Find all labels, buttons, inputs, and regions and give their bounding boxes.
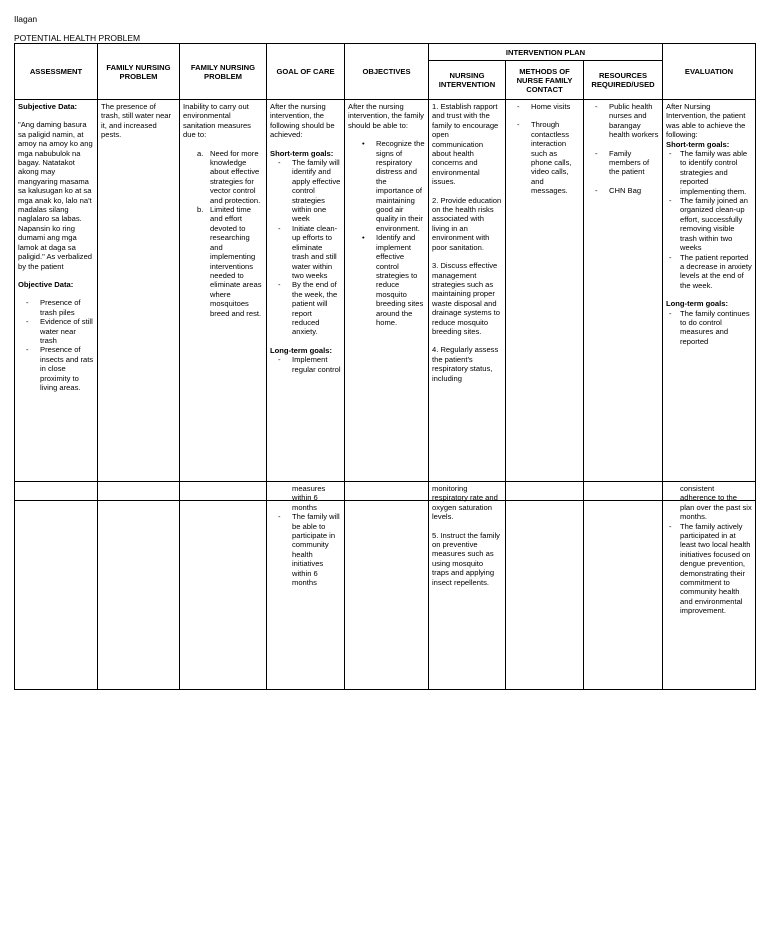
long-term-label: Long-term goals: <box>270 345 333 355</box>
cell-goal-of-care <box>267 100 345 501</box>
cell-evaluation-cont <box>663 482 756 690</box>
section-title: POTENTIAL HEALTH PROBLEM <box>14 33 141 43</box>
col-family-problem-2: FAMILY NURSING PROBLEM <box>180 44 267 100</box>
col-nursing-intervention: NURSING INTERVENTION <box>429 61 506 100</box>
methods-list <box>509 102 580 196</box>
resources-list <box>587 102 659 195</box>
col-assessment: ASSESSMENT <box>15 44 98 100</box>
list-item: • Identify and implement effective control strategies to reduce mosquito breeding sites around the home. <box>348 233 425 327</box>
objectives-intro: After the nursing intervention, the family should be able to: <box>348 102 424 130</box>
objective-label: Objective Data: <box>18 279 74 289</box>
intervention-step: monitoring respiratory rate and oxygen saturation levels. <box>432 484 498 522</box>
cell-methods-contact-cont <box>506 482 584 690</box>
cell-resources <box>584 100 663 501</box>
cell-objectives-cont <box>345 482 429 690</box>
list-item: - The family will be able to participate in community health initiatives within 6 months <box>270 512 341 587</box>
objective-list <box>18 298 94 392</box>
short-term-label: Short-term goals: <box>270 148 334 158</box>
cell-resources-cont <box>584 482 663 690</box>
list-item: - Initiate clean-up efforts to eliminate trash and still water within two weeks <box>270 224 341 280</box>
intervention-step: 4. Regularly assess the patient's respiratory status, including <box>432 345 499 383</box>
family-problem-list <box>183 149 263 318</box>
intervention-step: 5. Instruct the family on preventive measures such as using mosquito traps and applying insect repellents. <box>432 530 500 587</box>
objectives-list <box>348 139 425 327</box>
list-item: - The family joined an organized clean-up effort, successfully removing visible trash within two weeks <box>666 196 752 252</box>
care-plan-table-page-1 <box>14 43 756 501</box>
list-item: - Evidence of still water near trash <box>18 317 94 345</box>
cell-nursing-intervention <box>429 100 506 501</box>
list-item: - The patient reported a decrease in anxiety levels at the end of the week. <box>666 253 752 291</box>
list-item: - Through contactless interaction such as phone calls, video calls, and messages. <box>509 120 580 195</box>
list-item: - Family members of the patient <box>587 149 659 177</box>
family-problem-text: The presence of trash, still water near it, and increased pests. <box>101 102 172 140</box>
intervention-step: 1. Establish rapport and trust with the family to encourage open communication about health concerns and environmental issues. <box>432 102 499 187</box>
cell-nursing-intervention-cont <box>429 482 506 690</box>
cell-family-problem-2-cont <box>180 482 267 690</box>
list-item: b. Limited time and effort devoted to researching and implementing interventions needed to eliminate areas where mosquitoes breed and rest. <box>183 205 263 318</box>
list-item: - The family continues to do control measures and reported <box>666 309 752 347</box>
list-item: measures within 6 months <box>292 484 326 512</box>
list-item: - Presence of insects and rats in close proximity to living areas. <box>18 345 94 392</box>
col-resources: RESOURCES REQUIRED/USED <box>584 61 663 100</box>
cell-family-problem-2 <box>180 100 267 501</box>
evaluation-long-list <box>666 309 752 347</box>
col-family-problem-1: FAMILY NURSING PROBLEM <box>98 44 180 100</box>
list-item: - Home visits <box>509 102 580 111</box>
cell-goal-of-care-cont <box>267 482 345 690</box>
cell-evaluation <box>663 100 756 501</box>
intervention-step: 3. Discuss effective management strategies such as maintaining proper waste disposal and drainage systems to reduce mosquito breeding sites. <box>432 261 500 336</box>
col-objectives: OBJECTIVES <box>345 44 429 100</box>
family-problem-intro: Inability to carry out environmental sanitation measures due to: <box>183 102 251 140</box>
col-goal-of-care: GOAL OF CARE <box>267 44 345 100</box>
list-item: a. Need for more knowledge about effective strategies for vector control and protection. <box>183 149 263 205</box>
author-name: Ilagan <box>14 14 38 24</box>
list-item: consistent adherence to the plan over the past six months. <box>680 484 752 522</box>
col-evaluation: EVALUATION <box>663 44 756 100</box>
cell-family-problem-1-cont <box>98 482 180 690</box>
long-term-list <box>270 355 341 374</box>
goal-intro: After the nursing intervention, the following should be achieved: <box>270 102 335 140</box>
evaluation-long-list-cont <box>666 484 752 616</box>
cell-methods-contact <box>506 100 584 501</box>
list-item: - The family was able to identify control strategies and reported implementing them. <box>666 149 752 196</box>
list-item: - CHN Bag <box>587 186 659 195</box>
cell-assessment <box>15 100 98 501</box>
long-term-list-cont <box>270 484 341 587</box>
cell-assessment-cont <box>15 482 98 690</box>
list-item: - Presence of trash piles <box>18 298 94 317</box>
list-item: - By the end of the week, the patient will report reduced anxiety. <box>270 280 341 336</box>
cell-objectives <box>345 100 429 501</box>
long-term-label: Long-term goals: <box>666 299 729 309</box>
list-item: - The family actively participated in at least two local health initiatives focused on dengue prevention, demonstrating their commitment to community health and environmental improvement. <box>666 522 752 616</box>
subjective-label: Subjective Data: <box>18 102 78 111</box>
cell-family-problem-1 <box>98 100 180 501</box>
short-term-label: Short-term goals: <box>666 139 730 149</box>
list-item: • Recognize the signs of respiratory distress and the importance of maintaining good air quality in their environment. <box>348 139 425 233</box>
short-term-list <box>270 158 341 337</box>
col-methods-contact: METHODS OF NURSE FAMILY CONTACT <box>506 61 584 100</box>
care-plan-table-page-2 <box>14 481 756 690</box>
list-item: - Public health nurses and barangay health workers <box>587 102 659 140</box>
subjective-quote: "Ang daming basura sa paligid namin, at amoy na amoy ko ang mga nabubulok na bagay. Natatakot akong may mangyaring masama sa kalusugan ko at sa mga anak ko, lalo na't madalas silang naglalaro sa labas. Napansin ko ring dumami ang mga lamok at daga sa paligid." As verbalized by the patient <box>18 120 93 271</box>
evaluation-short-list <box>666 149 752 290</box>
evaluation-intro: After Nursing Intervention, the patient was able to achieve the following: <box>666 102 746 140</box>
col-intervention-plan: INTERVENTION PLAN <box>429 44 663 61</box>
list-item: - Implement regular control <box>270 355 341 374</box>
list-item: - The family will identify and apply effective control strategies within one week <box>270 158 341 224</box>
intervention-step: 2. Provide education on the health risks associated with living in an environment with poor sanitation. <box>432 195 502 252</box>
